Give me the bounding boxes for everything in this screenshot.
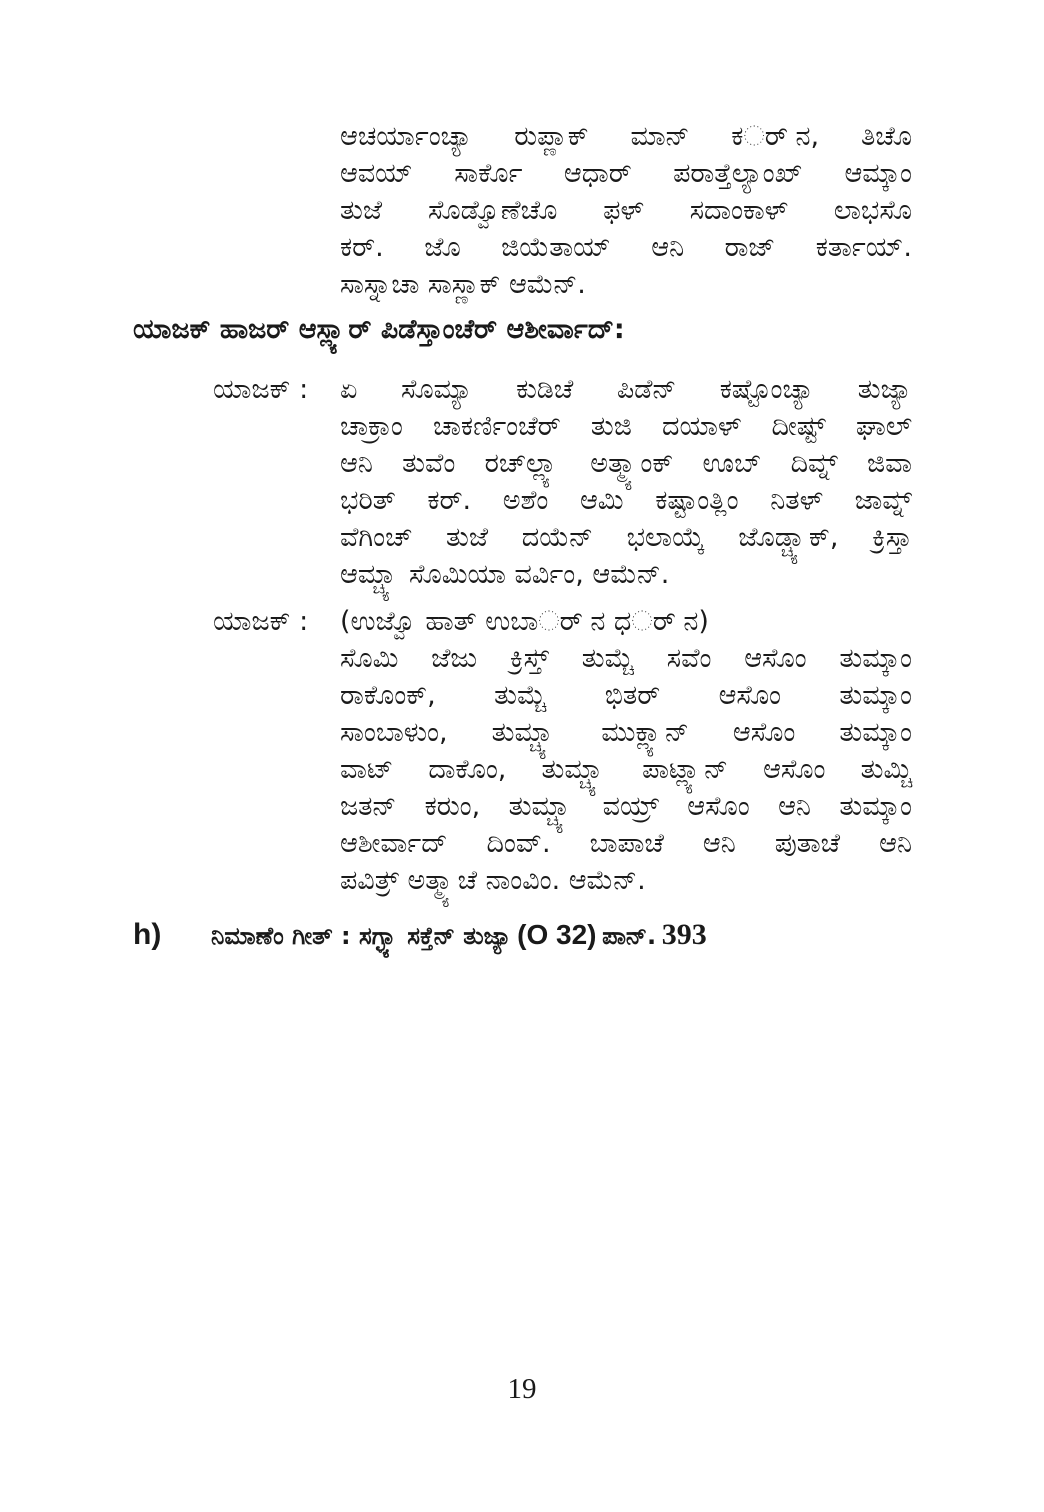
closing-hymn-item [133, 914, 707, 956]
prayer-line: ಚಾಕ್ರಾಂ ಚಾಕರ್ಣಿಂಚೆರ್ ತುಜಿ ದಯಾಳ್ ದೀಷ್ಟ್ ಘಾಲ್ [340, 411, 912, 442]
speaker-label: ಯಾಜಕ್ : [213, 374, 309, 405]
paragraph-line: ಆಚರ್ಯಾಂಚ್ಯಾ ರುಪ್ಣಾಕ್ ಮಾನ್ ಕರ್‍್ನ, ತಿಚೊ [340, 121, 912, 152]
blessing-line: ಆಶೀರ್ವಾದ್ ದಿಂವ್. ಬಾಪಾಚೆ ಆನಿ ಪುತಾಚೆ ಆನಿ [340, 828, 912, 859]
section-heading: ಯಾಜಕ್ ಹಾಜರ್ ಆಸ್ಲ್ಯಾರ್ ಪಿಡೆಸ್ತಾಂಚೆರ್ ಆಶೀರ್ವಾದ್: [133, 314, 625, 345]
blessing-line: ಜತನ್ ಕರುಂ, ತುಮ್ಚ್ಯಾ ವಯ್ರ್ ಆಸೊಂ ಆನಿ ತುಮ್ಕಾಂ [340, 791, 912, 822]
blessing-line: ರಾಕೊಂಕ್, ತುಮ್ಚೆ ಭಿತರ್ ಆಸೊಂ ತುಮ್ಕಾಂ [340, 680, 912, 711]
paragraph-line: ಸಾಸ್ನಾಚಾ ಸಾಸ್ಣಾಕ್ ಆಮೆನ್. [340, 269, 586, 300]
gesture-instruction: (ಉಜ್ವೊ ಹಾತ್ ಉಬಾರ್‍್ನ ಧರ್‍್ನ) [340, 606, 709, 637]
blessing-line: ಸೊಮಿ ಜೆಜು ಕ್ರಿಸ್ತ್ ತುಮ್ಚೆ ಸವೆಂ ಆಸೊಂ ತುಮ್ಕಾಂ [340, 643, 912, 674]
hymn-title: ನಿಮಾಣೆಂ ಗೀತ್ : ಸಗ್ಳ್ಯಾ ಸಕ್ತೆನ್ ತುಜ್ಯಾ [211, 922, 512, 950]
prayer-text [340, 371, 912, 593]
speaker-label: ಯಾಜಕ್ : [213, 606, 309, 637]
prayer-line: ಏ ಸೊಮ್ಯಾ ಕುಡಿಚೆ ಪಿಡೆನ್ ಕಷ್ಟೊಂಚ್ಯಾ ತುಜ್ಯಾ [340, 374, 912, 405]
page-number: 19 [507, 1373, 537, 1405]
blessing-line: ಸಾಂಬಾಳುಂ, ತುಮ್ಚ್ಯಾ ಮುಕ್ಲ್ಯಾನ್ ಆಸೊಂ ತುಮ್ಕಾಂ [340, 717, 912, 748]
page-reference-label: ಪಾನ್. [602, 922, 657, 950]
prayer-line: ಭರಿತ್ ಕರ್. ಅಶೆಂ ಆಮಿ ಕಷ್ಟಾಂತ್ಲಿಂ ನಿತಳ್ ಜಾವ್ನ್ [340, 485, 912, 516]
blessing-text [340, 603, 912, 899]
blessing-line: ವಾಟ್ ದಾಕೊಂ, ತುಮ್ಚ್ಯಾ ಪಾಟ್ಲ್ಯಾನ್ ಆಸೊಂ ತುಮ್ಚಿ [340, 754, 912, 785]
page-reference-number: 393 [661, 918, 707, 951]
paragraph-line: ತುಜೆ ಸೊಡ್ವೊಣೆಚೊ ಫಳ್ ಸದಾಂಕಾಳ್ ಲಾಭಸೊ [340, 195, 912, 226]
opening-paragraph [340, 118, 912, 303]
prayer-line: ವೆಗಿಂಚ್ ತುಜೆ ದಯೆನ್ ಭಲಾಯ್ಕೆ ಜೊಡ್ಚ್ಯಾಕ್, ಕ್ರಿಸ್ತಾ [340, 522, 912, 553]
prayer-line: ಆನಿ ತುವೆಂ ರಚ್‌ಲ್ಲ್ಯಾ ಅತ್ಮ್ಯಾಂಕ್ ಊಬ್ ದಿವ್ನ್ ಜಿವಾ [340, 448, 912, 479]
prayer-line: ಆಮ್ಚ್ಯಾ ಸೊಮಿಯಾ ವರ್ವಿಂ, ಆಮೆನ್. [340, 559, 670, 590]
paragraph-line: ಆವಯ್ ಸಾರ್ಕೊ ಆಧಾರ್ ಪರಾತ್ತೆಲ್ಯಾಂಖ್ ಆಮ್ಕಾಂ [340, 158, 912, 189]
paragraph-line: ಕರ್. ಜೊ ಜಿಯೆತಾಯ್ ಆನಿ ರಾಜ್ ಕರ್ತಾಯ್. [340, 232, 912, 263]
hymn-code: (O 32) [517, 919, 597, 950]
blessing-line: ಪವಿತ್ರ್ ಅತ್ಮ್ಯಾಚೆ ನಾಂವಿಂ. ಆಮೆನ್. [340, 865, 646, 896]
item-marker: h) [133, 918, 162, 951]
